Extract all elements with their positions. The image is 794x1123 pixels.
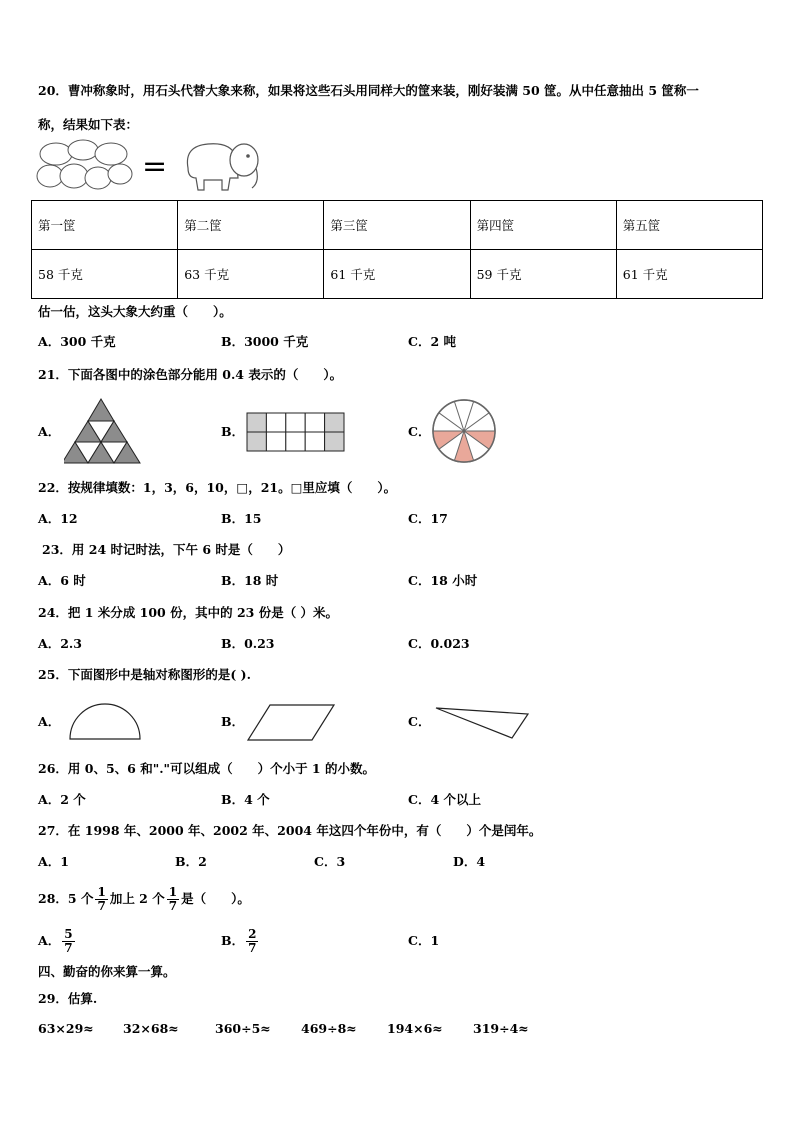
q20-option-a: A．300 千克 xyxy=(38,334,116,349)
q22-text: 22．按规律填数：1，3，6，10，□，21。□里应填（ ）。 xyxy=(38,480,397,495)
baskets-table xyxy=(31,200,763,299)
stones-illustration xyxy=(36,138,136,194)
q28-option-b xyxy=(221,922,260,960)
q27-option-c: C．3 xyxy=(314,854,346,869)
equals-sign: = xyxy=(142,149,168,184)
q24-text: 24．把 1 米分成 100 份，其中的 23 份是（ ）米。 xyxy=(38,605,339,620)
q20-line1: 20．曹冲称象时，用石头代替大象来称，如果将这些石头用同样大的筐来装，刚好装满 50 筐。从中任意抽出 5 筐称一 xyxy=(38,83,699,98)
q22-option-a: A．12 xyxy=(38,511,78,526)
q27-option-b: B．2 xyxy=(175,854,207,869)
fraction-numerator: 5 xyxy=(64,927,73,941)
table-value-row xyxy=(32,250,763,299)
q21-label-c: C． xyxy=(408,424,431,439)
q21-label-b: B． xyxy=(221,424,245,439)
table-cell: 第一筐 xyxy=(32,201,178,250)
q23-option-c: C．18 小时 xyxy=(408,573,478,588)
q20-option-b: B．3000 千克 xyxy=(221,334,309,349)
q28-option-a xyxy=(38,922,77,960)
q29-item: 360÷5≈ xyxy=(215,1021,271,1036)
fraction-denominator: 7 xyxy=(97,899,106,913)
q28-part2: 加上 2 个 xyxy=(109,891,165,906)
table-cell: 59 千克 xyxy=(470,250,616,299)
q20-line2: 称，结果如下表： xyxy=(38,117,139,132)
fraction-denominator: 7 xyxy=(168,899,178,913)
semicircle-figure xyxy=(68,702,142,742)
q25-label-b: B． xyxy=(221,714,245,729)
fraction-numerator: 2 xyxy=(248,927,257,941)
q25-text: 25．下面图形中是轴对称图形的是( ). xyxy=(38,667,251,682)
q20-prompt: 估一估，这头大象大约重（ ）。 xyxy=(38,304,232,319)
triangle-grid-figure xyxy=(64,398,142,464)
q21-label-a: A． xyxy=(38,424,61,439)
table-header-row xyxy=(32,201,763,250)
table-cell: 61 千克 xyxy=(616,250,762,299)
q27-option-a: A．1 xyxy=(38,854,69,869)
section-title: 四、勤奋的你来算一算。 xyxy=(38,964,176,979)
q25-label-a: A． xyxy=(38,714,61,729)
q29-item: 32×68≈ xyxy=(123,1021,179,1036)
q26-option-a: A．2 个 xyxy=(38,792,86,807)
fraction-five-sevenths xyxy=(62,928,74,955)
q29-item: 63×29≈ xyxy=(38,1021,94,1036)
q27-option-d: D．4 xyxy=(453,854,486,869)
table-cell: 第五筐 xyxy=(616,201,762,250)
rectangle-grid-figure xyxy=(246,412,346,452)
table-cell: 58 千克 xyxy=(32,250,178,299)
q26-text: 26．用 0、5、6 和"."可以组成（ ）个小于 1 的小数。 xyxy=(38,761,375,776)
table-cell: 第三筐 xyxy=(324,201,470,250)
q29-text: 29．估算. xyxy=(38,991,98,1006)
q26-option-c: C．4 个以上 xyxy=(408,792,481,807)
table-cell: 63 千克 xyxy=(178,250,324,299)
fraction-numerator: 1 xyxy=(168,885,178,899)
q20-option-c: C．2 吨 xyxy=(408,334,456,349)
q28-option-a-label: A． xyxy=(38,933,61,948)
q29-item: 469÷8≈ xyxy=(301,1021,357,1036)
elephant-icon xyxy=(178,138,264,196)
q28-part1: 28．5 个 xyxy=(38,891,94,906)
q27-text: 27．在 1998 年、2000 年、2002 年、2004 年这四个年份中，有（ ）个是闰年。 xyxy=(38,823,542,838)
parallelogram-figure xyxy=(246,703,338,743)
q28-option-b-label: B． xyxy=(221,933,245,948)
q25-label-c: C． xyxy=(408,714,431,729)
q23-option-b: B．18 时 xyxy=(221,573,279,588)
table-cell: 61 千克 xyxy=(324,250,470,299)
triangle-figure xyxy=(434,704,534,744)
q22-option-c: C．17 xyxy=(408,511,448,526)
q22-option-b: B．15 xyxy=(221,511,262,526)
fraction-one-seventh xyxy=(95,886,107,913)
q26-option-b: B．4 个 xyxy=(221,792,270,807)
fraction-numerator: 1 xyxy=(97,885,106,899)
fraction-one-seventh xyxy=(167,886,179,913)
circle-sectors-figure xyxy=(431,398,497,464)
q29-item: 194×6≈ xyxy=(387,1021,443,1036)
q24-option-a: A．2.3 xyxy=(38,636,82,651)
q28-option-c: C．1 xyxy=(408,933,440,948)
q23-option-a: A．6 时 xyxy=(38,573,86,588)
q24-option-b: B．0.23 xyxy=(221,636,275,651)
q23-text: 23．用 24 时记时法，下午 6 时是（ ） xyxy=(42,542,291,557)
fraction-denominator: 7 xyxy=(64,941,73,955)
fraction-two-sevenths xyxy=(246,928,258,955)
q24-option-c: C．0.023 xyxy=(408,636,470,651)
q28-text xyxy=(38,880,250,918)
q28-part3: 是（ ）。 xyxy=(181,891,250,906)
table-cell: 第二筐 xyxy=(178,201,324,250)
q21-text: 21．下面各图中的涂色部分能用 0.4 表示的（ ）。 xyxy=(38,367,343,382)
q29-item: 319÷4≈ xyxy=(473,1021,529,1036)
fraction-denominator: 7 xyxy=(248,941,257,955)
table-cell: 第四筐 xyxy=(470,201,616,250)
